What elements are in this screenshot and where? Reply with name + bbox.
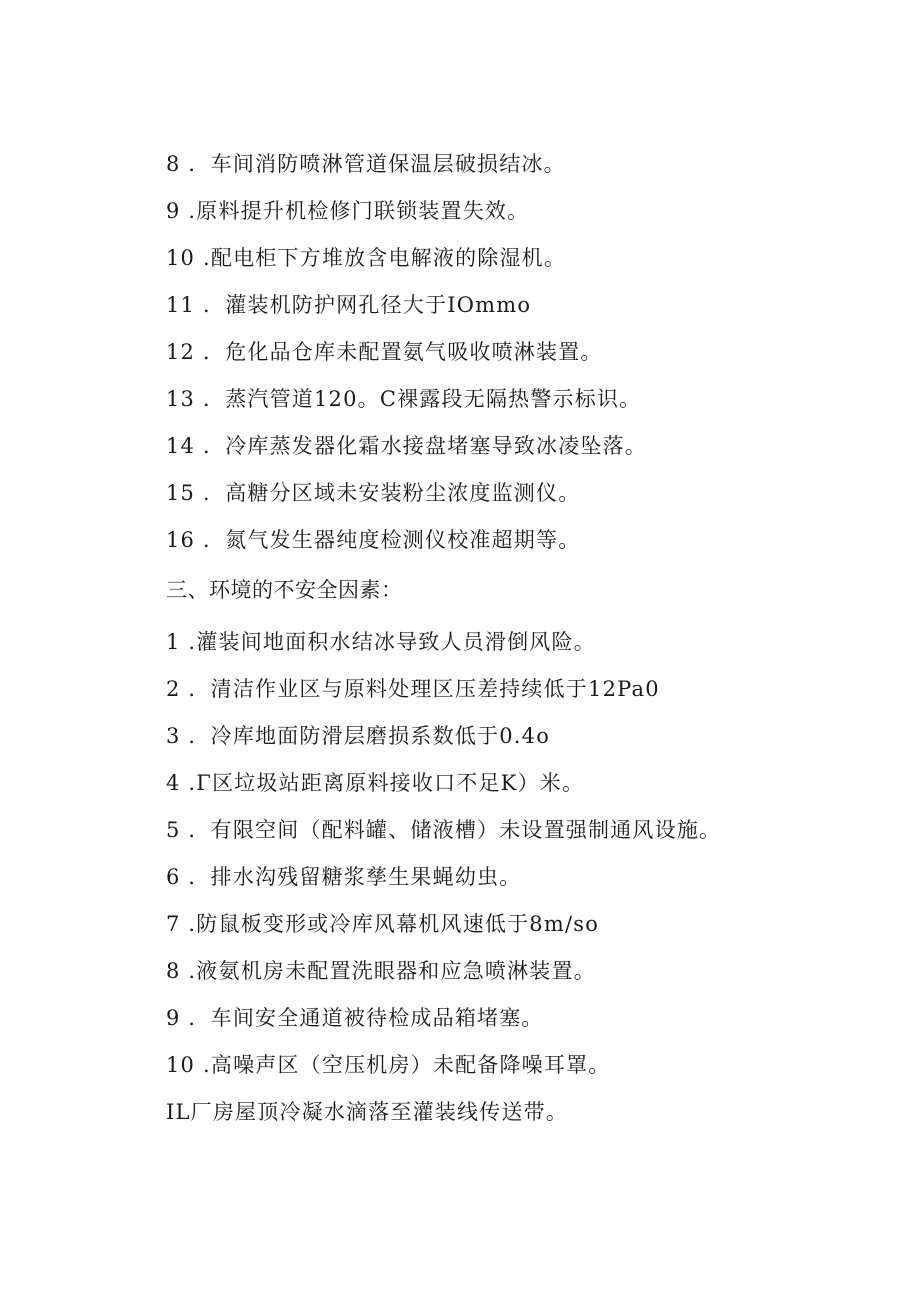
list-item: 9 ．车间安全通道被待检成品箱堵塞。 — [166, 1006, 544, 1030]
list-item: 1 .灌装间地面积水结冰导致人员滑倒风险。 — [166, 630, 596, 654]
list-item: 8 ．车间消防喷淋管道保温层破损结冰。 — [166, 152, 566, 176]
list-item: 11 ．灌装机防护网孔径大于IOmmo — [166, 293, 532, 317]
list-item: 8 .液氨机房未配置洗眼器和应急喷淋装置。 — [166, 959, 596, 983]
list-item: IL厂房屋顶冷凝水滴落至灌装线传送带。 — [166, 1100, 569, 1124]
list-item: 5 ．有限空间（配料罐、储液槽）未设置强制通风设施。 — [166, 818, 722, 842]
list-item: 10 .配电柜下方堆放含电解液的除湿机。 — [166, 246, 567, 270]
list-item: 3 ．冷库地面防滑层磨损系数低于0.4o — [166, 724, 551, 748]
list-item: 10 .高噪声区（空压机房）未配备降噪耳罩。 — [166, 1053, 611, 1077]
list-item: 15 ．高糖分区域未安装粉尘浓度监测仪。 — [166, 481, 581, 505]
list-item: 4 .Γ区垃圾站距离原料接收口不足K）米。 — [166, 771, 585, 795]
list-item: 9 .原料提升机检修门联锁装置失效。 — [166, 199, 530, 223]
list-item: 6 ．排水沟残留糖浆孳生果蝇幼虫。 — [166, 865, 522, 889]
list-item: 14 ．冷库蒸发器化霜水接盘堵塞导致冰凌坠落。 — [166, 434, 647, 458]
list-item: 16 ．氮气发生器纯度检测仪校准超期等。 — [166, 528, 581, 552]
list-item: 7 .防鼠板变形或冷库风幕机风速低于8m∕so — [166, 912, 600, 936]
list-item: 2 ．清洁作业区与原料处理区压差持续低于12Pa0 — [166, 677, 660, 701]
section-heading: 三、环境的不安全因素： — [166, 578, 403, 602]
list-item: 12 ．危化品仓库未配置氨气吸收喷淋装置。 — [166, 340, 603, 364]
list-item: 13 ．蒸汽管道120。C裸露段无隔热警示标识。 — [166, 387, 642, 411]
